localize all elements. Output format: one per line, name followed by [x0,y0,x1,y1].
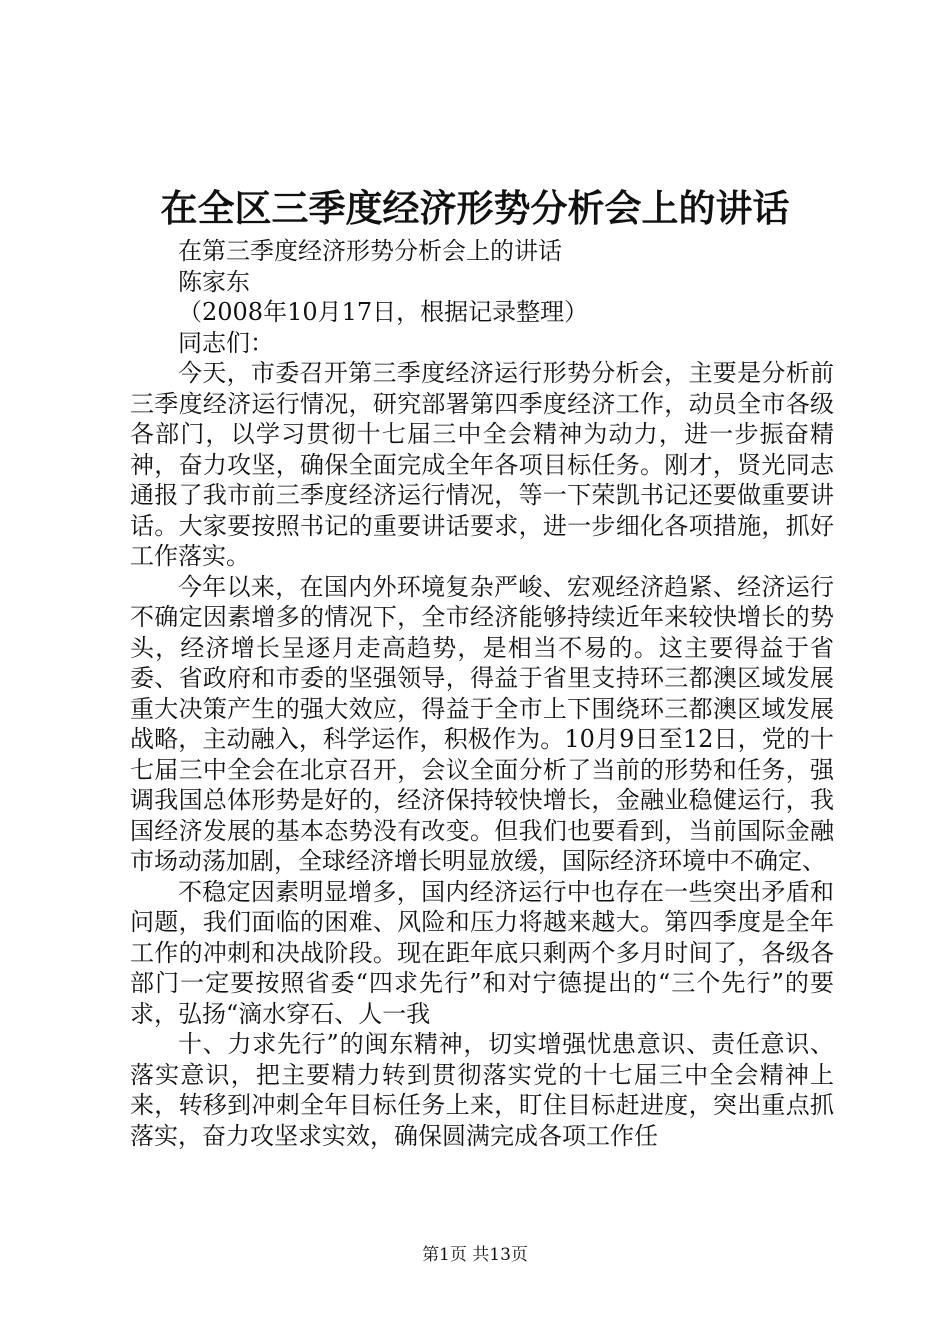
body-paragraph: 十、力求先行”的闽东精神，切实增强忧患意识、责任意识、落实意识，把主要精力转到贯彻落实党的十七届三中全会精神上来，转移到冲刺全年目标任务上来，盯住目标赶进度，突出重点抓落实，奋力攻坚求实效，确保圆满完成各项工作任 [130,1030,834,1150]
document-body [130,236,834,1151]
body-paragraph: 在第三季度经济形势分析会上的讲话 [178,237,562,265]
body-paragraph: 同志们： [178,328,274,357]
body-paragraph: 陈家东 [178,267,250,296]
body-paragraph: 今天，市委召开第三季度经济运行形势分析会，主要是分析前三季度经济运行情况，研究部署第四季度经济工作，动员全市各级各部门，以学习贯彻十七届三中全会精神为动力，进一步振奋精神，奋力攻坚，确保全面完成全年各项目标任务。刚才，贤光同志通报了我市前三季度经济运行情况，等一下荣凯书记还要做重要讲话。大家要按照书记的重要讲话要求，进一步细化各项措施，抓好工作落实。 [130,359,834,570]
body-paragraph: 不稳定因素明显增多，国内经济运行中也存在一些突出矛盾和问题，我们面临的困难、风险和压力将越来越大。第四季度是全年工作的冲刺和决战阶段。现在距年底只剩两个多月时间了，各级各部门一定要按照省委“四求先行”和对宁德提出的“三个先行”的要求，弘扬“滴水穿石、人一我 [130,877,834,1028]
body-paragraph: （2008年10月17日，根据记录整理） [178,298,589,326]
document-title: 在全区三季度经济形势分析会上的讲话 [160,186,790,230]
page-number-footer: 第1页 共13页 [422,1245,528,1265]
body-paragraph: 今年以来，在国内外环境复杂严峻、宏观经济趋紧、经济运行不确定因素增多的情况下，全市经济能够持续近年来较快增长的势头，经济增长呈逐月走高趋势，是相当不易的。这主要得益于省委、省政府和市委的坚强领导，得益于省里支持环三都澳区域发展重大决策产生的强大效应，得益于全市上下围绕环三都澳区域发展战略，主动融入，科学运作，积极作为。10月9日至12日，党的十七届三中全会在北京召开，会议全面分析了当前的形势和任务，强调我国总体形势是好的，经济保持较快增长，金融业稳健运行，我国经济发展的基本态势没有改变。但我们也要看到，当前国际金融市场动荡加剧，全球经济增长明显放缓，国际经济环境中不确定、 [130,572,834,875]
